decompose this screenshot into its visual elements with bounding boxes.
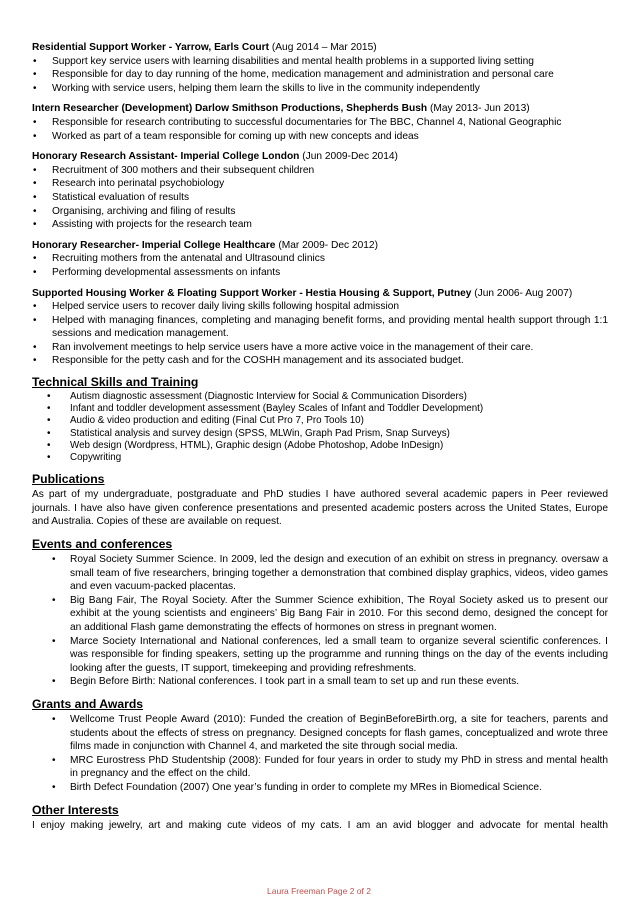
job-dates: (Jun 2009-Dec 2014) [302,151,398,163]
resume-page [32,41,608,832]
job-bullets [32,300,608,368]
list-item: • Big Bang Fair, The Royal Society. After the Summer Science exhibition, The Royal Society asked us to present our exhibit at the young scientists and engineers’ Big Bang Fair in 2010. For this second demo, designed the concept for an additional Flash game demonstrating the effects of hormones on stress in pregnant women. [32,594,608,635]
list-item: • Research into perinatal psychobiology [32,177,608,191]
job-entry [32,41,608,95]
list-item: • Responsible for day to day running of the home, medication management and administration and personal care [32,68,608,82]
publications-text: As part of my undergraduate, postgraduate and PhD studies I have authored several academic papers in Peer reviewed journals. I have also have given conference presentations and presented academic posters across the United States, Europe and Australia. Copies of these are available on request. [32,489,608,528]
list-item: • Statistical analysis and survey design (SPSS, MLWin, Graph Pad Prism, Snap Surveys) [32,428,608,440]
section-heading-publications: Publications [32,472,105,487]
job-title: Honorary Researcher- Imperial College Healthcare (Mar 2009- Dec 2012) [32,239,378,251]
list-item: • Working with service users, helping them learn the skills to live in the community independently [32,82,608,96]
page-footer: Laura Freeman Page 2 of 2 [267,886,371,896]
job-dates: (Aug 2014 – Mar 2015) [271,42,377,53]
job-entry [32,287,608,369]
list-item: • Responsible for the petty cash and for the COSHH management and its associated budget. [32,354,608,368]
list-item: • MRC Eurostress PhD Studentship (2008): Funded for four years in order to study my PhD in stress and mental health in pregnancy and the effect on the child. [32,754,608,781]
list-item: • Support key service users with learning disabilities and mental health problems in a supported living setting [32,55,608,69]
list-item: • Infant and toddler development assessment (Bayley Scales of Infant and Toddler Development) [32,403,608,415]
job-title: Residential Support Worker - Yarrow, Earls Court (Aug 2014 – Mar 2015) [32,42,377,53]
grants-list [32,713,608,795]
list-item: • Begin Before Birth: National conferences. I took part in a small team to set up and run these events. [32,675,608,689]
job-bullets [32,116,608,143]
job-dates: (May 2013- Jun 2013) [429,103,530,115]
skills-list [32,391,608,464]
job-bullets [32,252,608,279]
list-item: • Statistical evaluation of results [32,191,608,205]
list-item: • Web design (Wordpress, HTML), Graphic design (Adobe Photoshop, Adobe InDesign) [32,440,608,452]
list-item: • Copywriting [32,452,608,464]
list-item: • Marce Society International and National conferences, led a small team to organize several scientific conferences. I was responsible for finding speakers, setting up the programme and running things on the day of the events including looking after the guests, IT support, timekeeping and providing refreshments. [32,635,608,676]
list-item: • Worked as part of a team responsible for coming up with new concepts and ideas [32,130,608,144]
list-item: • Recruiting mothers from the antenatal and Ultrasound clinics [32,252,608,266]
list-item: • Performing developmental assessments on infants [32,266,608,280]
job-bullets [32,55,608,96]
job-title: Honorary Research Assistant- Imperial College London (Jun 2009-Dec 2014) [32,151,398,163]
job-entry [32,239,608,280]
job-bullets [32,164,608,232]
list-item: • Autism diagnostic assessment (Diagnostic Interview for Social & Communication Disorders) [32,391,608,403]
list-item: • Audio & video production and editing (Final Cut Pro 7, Pro Tools 10) [32,415,608,427]
job-entry [32,102,608,143]
list-item: • Organising, archiving and filing of results [32,205,608,219]
list-item: • Helped with managing finances, completing and managing benefit forms, and providing mental health support through 1:1 sessions and medication management. [32,314,608,341]
section-heading-skills: Technical Skills and Training [32,375,199,390]
list-item: • Wellcome Trust People Award (2010): Funded the creation of BeginBeforeBirth.org, a site for teachers, parents and students about the effects of stress on pregnancy. Designed concepts for flash games, conceptualized and wrote three films made in conjunction with Channel 4, and marketed the site through social media. [32,713,608,754]
list-item: • Ran involvement meetings to help service users have a more active voice in the management of their care. [32,341,608,355]
job-dates: (Jun 2006- Aug 2007) [474,287,573,299]
job-title: Intern Researcher (Development) Darlow Smithson Productions, Shepherds Bush (May 2013- Jun 2013) [32,103,530,115]
events-list [32,553,608,689]
list-item: • Responsible for research contributing to successful documentaries for The BBC, Channel 4, National Geographic [32,116,608,130]
list-item: • Recruitment of 300 mothers and their subsequent children [32,164,608,178]
section-heading-interests: Other Interests [32,802,119,817]
job-title: Supported Housing Worker & Floating Support Worker - Hestia Housing & Support, Putney (Jun 2006- Aug 2007) [32,287,573,299]
job-entry [32,150,608,232]
section-heading-events: Events and conferences [32,537,173,552]
list-item: • Assisting with projects for the research team [32,218,608,232]
list-item: • Birth Defect Foundation (2007) One year’s funding in order to complete my MRes in Biomedical Science. [32,781,608,795]
section-heading-grants: Grants and Awards [32,697,144,711]
list-item: • Helped service users to recover daily living skills following hospital admission [32,300,608,314]
interests-text: I enjoy making jewelry, art and making cute videos of my cats. I am an avid blogger and advocate for mental health [32,819,608,831]
list-item: • Royal Society Summer Science. In 2009, led the design and execution of an exhibit on stress in pregnancy. oversaw a small team of five researchers, bringing together a demonstration that combined display graphics, videos, video games and even vacuum-packed placentas. [32,553,608,594]
job-dates: (Mar 2009- Dec 2012) [278,239,378,251]
